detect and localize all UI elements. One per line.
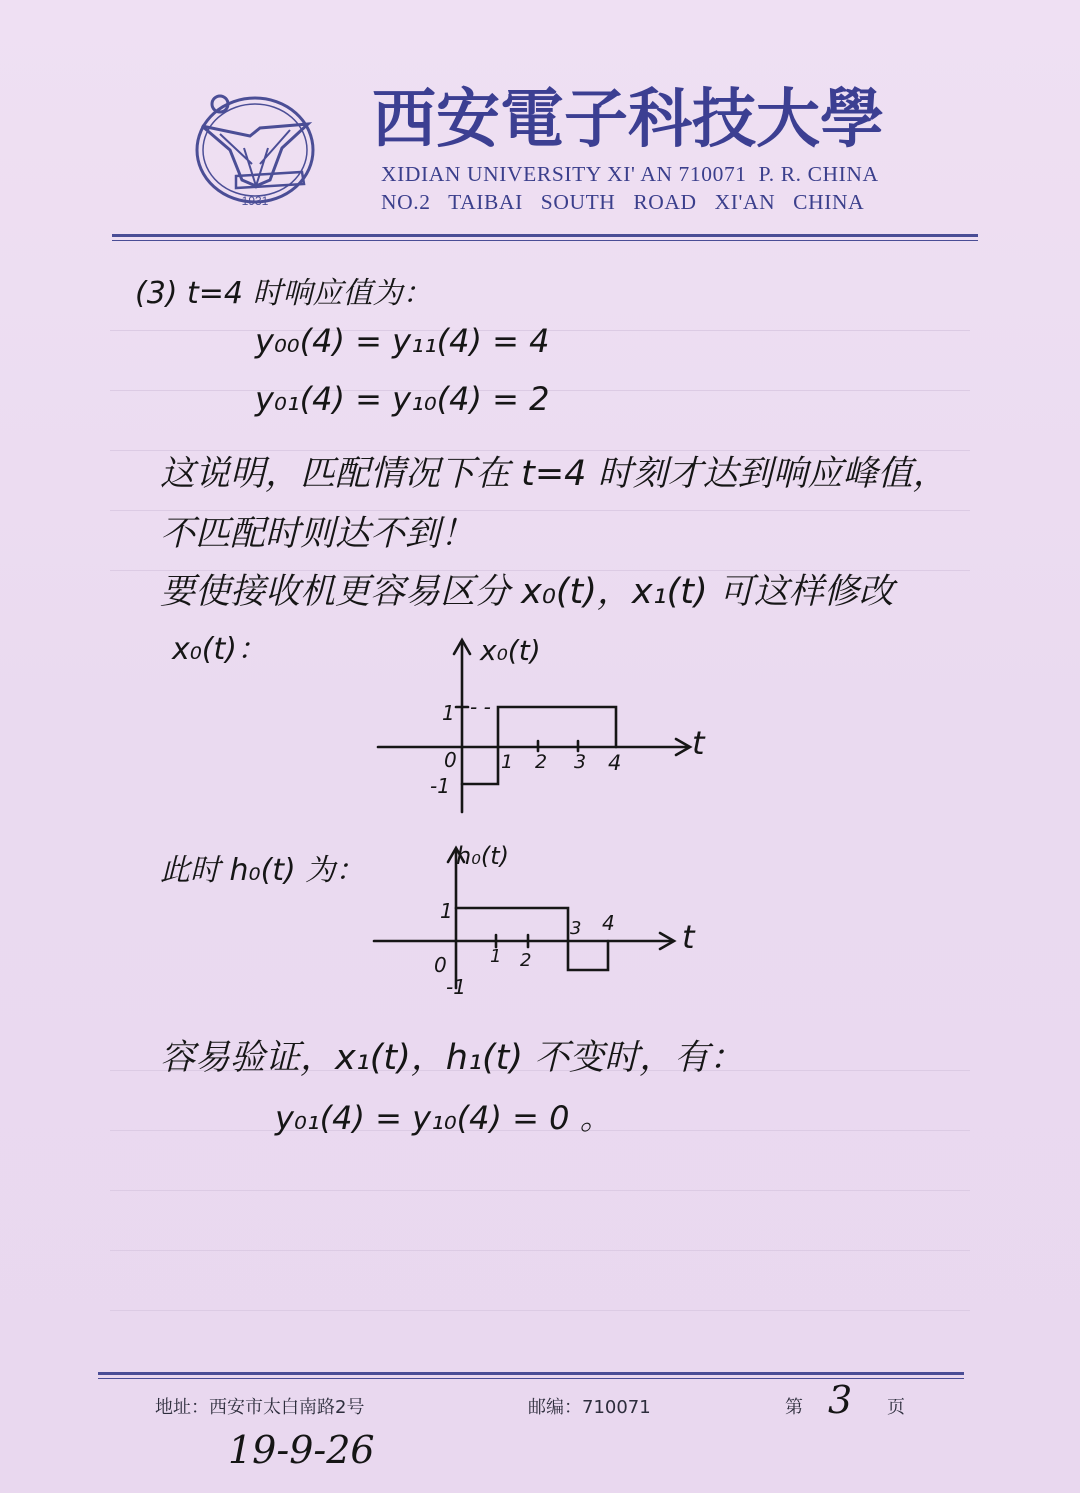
- graph1-tick-3: 3: [574, 751, 587, 773]
- graph1-ypos: 1: [442, 701, 455, 725]
- footer-postcode: 邮编：710071: [528, 1397, 651, 1418]
- graph1-tick-4: 4: [608, 751, 622, 775]
- seal-year: 1931: [241, 194, 269, 208]
- x0-signal-graph: [370, 630, 730, 820]
- note-line-4: 这说明，匹配情况下在 t=4 时刻才达到响应峰值，: [160, 454, 948, 494]
- note-line-5: 不匹配时则达不到！: [160, 514, 476, 554]
- footer-rule: [98, 1372, 964, 1375]
- graph2-ylabel: h₀(t): [456, 842, 509, 870]
- note-line-7: x₀(t)：: [172, 632, 267, 667]
- university-seal-icon: [190, 88, 320, 218]
- graph1-ylabel: x₀(t): [480, 634, 541, 667]
- footer-page-number: 3: [828, 1378, 853, 1422]
- handwritten-date: 19-9-26: [228, 1428, 375, 1472]
- h0-waveform: [456, 908, 608, 970]
- note-line-2: y₀₀(4) = y₁₁(4) = 4: [255, 322, 550, 360]
- university-name: 西安電子科技大學: [372, 82, 884, 157]
- university-english-name: XIDIAN UNIVERSITY XI' AN 710071 P. R. CHINA: [381, 162, 879, 186]
- university-english-address: NO.2 TAIBAI SOUTH ROAD XI'AN CHINA: [381, 190, 865, 214]
- h0-response-graph: [370, 838, 730, 1008]
- note-line-8: 此时 h₀(t) 为：: [160, 853, 366, 888]
- footer-page-suffix: 页: [887, 1397, 905, 1418]
- header-rule-thin: [112, 240, 978, 241]
- ruled-line: [110, 1310, 970, 1311]
- note-line-1: (3) t=4 时响应值为：: [135, 276, 433, 311]
- note-line-6: 要使接收机更容易区分 x₀(t)，x₁(t) 可这样修改: [160, 572, 894, 612]
- note-line-3: y₀₁(4) = y₁₀(4) = 2: [255, 380, 550, 418]
- graph2-tick-4: 4: [602, 911, 615, 935]
- ruled-line: [110, 1250, 970, 1251]
- footer-address: 地址：西安市太白南路2号: [155, 1397, 365, 1418]
- graph1-yneg: -1: [430, 774, 450, 798]
- graph2-origin: 0: [434, 953, 447, 977]
- header-rule: [112, 234, 978, 237]
- note-line-10: y₀₁(4) = y₁₀(4) = 0 。: [275, 1099, 612, 1137]
- footer-page-prefix: 第: [785, 1397, 803, 1418]
- graph1-xlabel: t: [692, 724, 705, 762]
- graph1-dashes: - -: [470, 695, 491, 719]
- graph1-origin: 0: [444, 748, 457, 772]
- graph2-tick-3: 3: [570, 918, 582, 939]
- graph1-tick-1: 1: [501, 751, 514, 773]
- graph2-xlabel: t: [682, 918, 695, 956]
- ruled-line: [110, 1190, 970, 1191]
- graph2-yneg: -1: [446, 975, 466, 999]
- note-line-9: 容易验证，x₁(t)，h₁(t) 不变时，有：: [160, 1038, 745, 1078]
- graph2-ypos: 1: [440, 899, 453, 923]
- graph1-tick-2: 2: [535, 751, 548, 773]
- graph2-tick-2: 2: [520, 950, 532, 971]
- graph2-tick-1: 1: [490, 946, 502, 967]
